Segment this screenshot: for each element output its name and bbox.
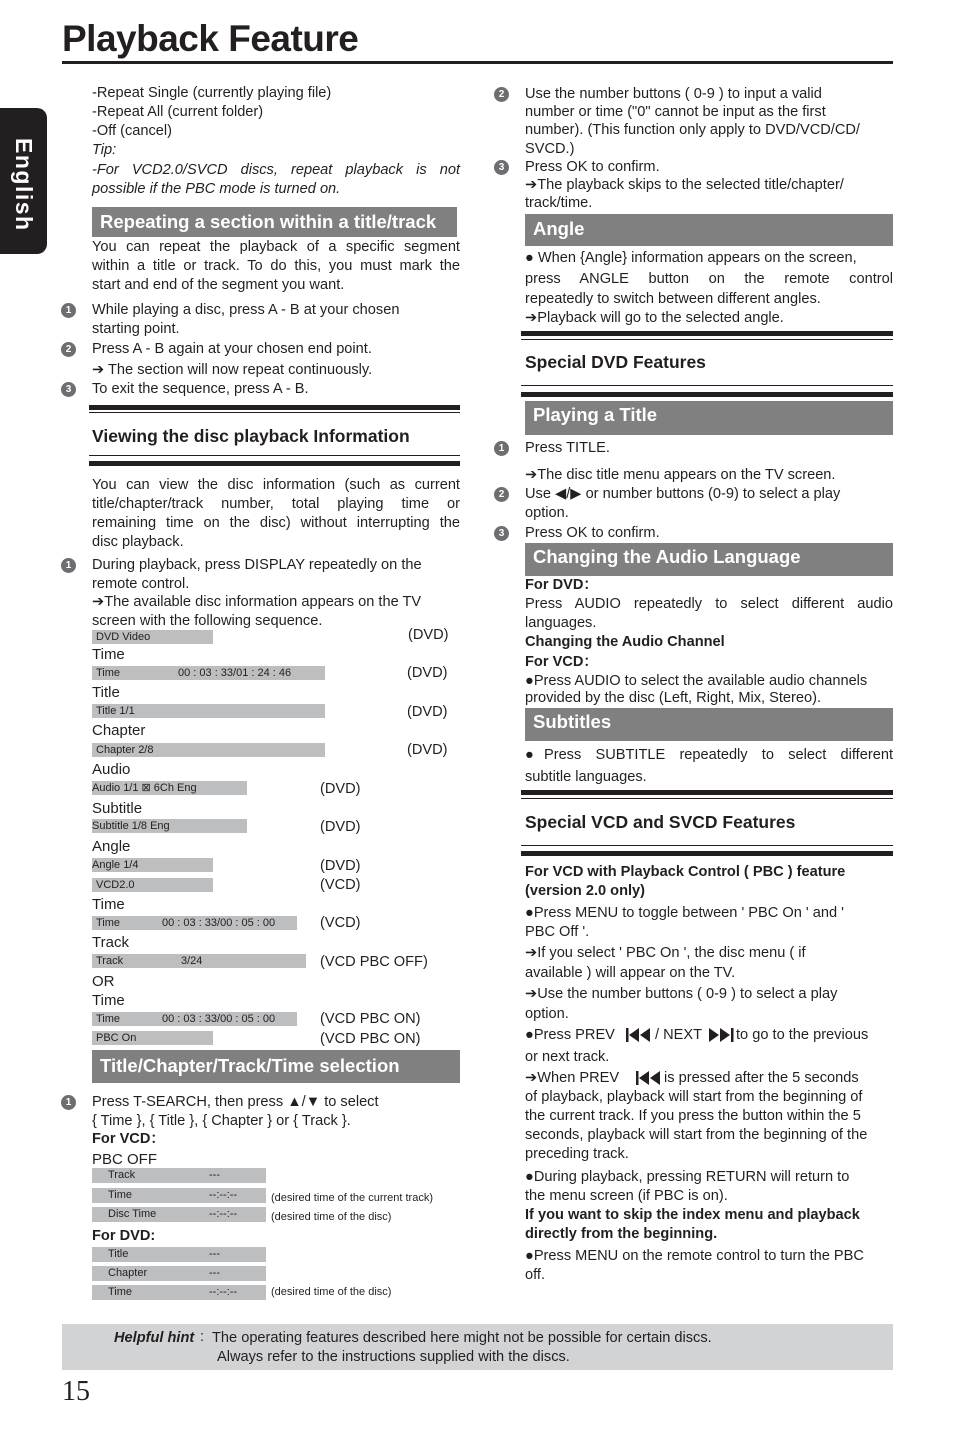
osd-bar: Time 00 : 03 : 33/00 : 05 : 00: [92, 916, 297, 930]
language-tab: [0, 108, 47, 254]
pbc-text: seconds, playback will start from the beginning of the: [525, 1127, 868, 1143]
pbc-text: of playback, playback will start from the beginning of: [525, 1089, 863, 1105]
step-text: While playing a disc, press A - B at your chosen: [92, 302, 400, 318]
search-row: Chapter ---: [92, 1266, 266, 1281]
repeat-option: -Repeat All (current folder): [92, 104, 264, 120]
step-text: remote control.: [92, 576, 190, 592]
step-number: 1: [61, 558, 76, 573]
step-number: 3: [494, 160, 509, 175]
osd-disc-label: (DVD): [320, 858, 361, 874]
pbc-text: option.: [525, 1006, 569, 1022]
pbc-text: ●Press MENU to toggle between ' PBC On ' and ': [525, 905, 844, 921]
step-text: number or time ("0" cannot be input as the first: [525, 104, 826, 120]
pbc-text: ➔Use the number buttons ( 0-9 ) to select a play: [525, 986, 838, 1002]
osd-disc-label: (VCD PBC ON): [320, 1031, 421, 1047]
section-heading-info: Viewing the disc playback Information: [92, 426, 410, 446]
prev-icon: [626, 1027, 652, 1043]
step-text: Use ◀/▶ or number buttons (0-9) to select a play: [525, 486, 841, 502]
angle-text: ➔Playback will go to the selected angle.: [525, 310, 784, 326]
section-rule: [521, 845, 893, 846]
step-text: ➔The playback skips to the selected title/chapter/: [525, 177, 844, 193]
info-intro: You can view the disc information (such as current: [92, 477, 460, 493]
step-text: starting point.: [92, 321, 180, 337]
step-number: 1: [61, 1095, 76, 1110]
osd-bar: Time 00 : 03 : 33/00 : 05 : 00: [92, 1012, 297, 1026]
subtitles-text: subtitle languages.: [525, 769, 647, 785]
pbc-text: ●During playback, pressing RETURN will return to: [525, 1169, 850, 1185]
section-rule: [89, 461, 460, 466]
step-text: ➔ The section will now repeat continuously.: [92, 362, 373, 378]
skip-heading: If you want to skip the index menu and playback: [525, 1207, 860, 1223]
step-text: Press OK to confirm.: [525, 525, 660, 541]
section-rule: [521, 790, 893, 795]
angle-text: ● When {Angle} information appears on the screen,: [525, 250, 857, 266]
osd-bar: PBC On: [92, 1031, 213, 1045]
step-text: ➔The available disc information appears on the TV: [92, 594, 422, 610]
pbc-off-label: PBC OFF: [92, 1151, 158, 1168]
pbc-text: ●Press MENU on the remote control to turn the PBC: [525, 1248, 864, 1264]
audio-channel-heading: Changing the Audio Channel: [525, 634, 725, 650]
for-dvd-label: For DVD:: [92, 1228, 156, 1244]
step-text: To exit the sequence, press A - B.: [92, 381, 309, 397]
info-intro: remaining time on the disc) without interrupting the: [92, 515, 460, 531]
step-text: Press TITLE.: [525, 440, 610, 456]
audio-text: provided by the disc (Left, Right, Mix, Stereo).: [525, 690, 822, 706]
osd-disc-label: (VCD PBC OFF): [320, 954, 428, 970]
osd-disc-label: (VCD): [320, 877, 361, 893]
section-heading-audio: Changing the Audio Language: [525, 543, 893, 576]
search-row: Time --:--:--: [92, 1285, 266, 1300]
step-text: Press A - B again at your chosen end point.: [92, 341, 372, 357]
osd-disc-label: (VCD PBC ON): [320, 1011, 421, 1027]
section-rule: [521, 392, 893, 397]
section-heading-playing-title: Playing a Title: [525, 401, 893, 435]
section-heading-special-dvd: Special DVD Features: [525, 352, 706, 372]
angle-text: press ANGLE button on the remote control: [525, 271, 893, 287]
osd-bar: VCD2.0: [92, 878, 213, 892]
search-row: Track ---: [92, 1168, 266, 1183]
osd-disc-label: (DVD): [320, 781, 361, 797]
osd-bar: Time 00 : 03 : 33/01 : 24 : 46: [92, 666, 325, 680]
section-heading-repeat: Repeating a section within a title/track: [92, 207, 457, 237]
step-number: 2: [61, 342, 76, 357]
step-text: track/time.: [525, 195, 593, 211]
for-vcd-label: For VCD：: [92, 1131, 165, 1147]
prev-icon: [636, 1070, 662, 1086]
section-rule: [521, 851, 893, 856]
step-number: 2: [494, 87, 509, 102]
osd-bar: Audio 1/1 ⊠ 6Ch Eng: [92, 781, 247, 795]
section-rule: [521, 331, 893, 336]
step-text: SVCD.): [525, 141, 575, 157]
repeat-option: -Repeat Single (currently playing file): [92, 85, 332, 101]
osd-bar: DVD Video: [92, 630, 213, 644]
section-rule: [521, 385, 893, 386]
next-icon: [709, 1027, 735, 1043]
osd-caption: Time: [92, 992, 125, 1009]
for-dvd-label: For DVD：: [525, 577, 598, 593]
pbc-text: ●Press PREV: [525, 1027, 615, 1043]
step-number: 2: [494, 487, 509, 502]
section-rule: [521, 798, 893, 799]
pbc-text: the current track. If you press the button within the 5: [525, 1108, 861, 1124]
step-text: screen with the following sequence.: [92, 613, 323, 629]
section-heading-angle: Angle: [525, 214, 893, 246]
repeat-intro: start and end of the segment you want.: [92, 277, 345, 293]
osd-caption: Time: [92, 646, 125, 663]
pbc-text: the menu screen (if PBC is on).: [525, 1188, 728, 1204]
osd-bar: Subtitle 1/8 Eng: [92, 819, 247, 833]
osd-caption: Track: [92, 934, 129, 951]
search-note: (desired time of the disc): [271, 1286, 392, 1298]
audio-text: ●Press AUDIO to select the available audio channels: [525, 673, 868, 689]
osd-bar: Angle 1/4: [92, 858, 213, 872]
step-number: 1: [494, 441, 509, 456]
osd-caption: Subtitle: [92, 800, 143, 817]
section-rule: [89, 455, 460, 456]
info-intro: disc playback.: [92, 534, 184, 550]
tip-text: -For VCD2.0/SVCD discs, repeat playback is not: [92, 162, 460, 178]
section-heading-special-vcd: Special VCD and SVCD Features: [525, 812, 796, 832]
skip-heading: directly from the beginning.: [525, 1226, 718, 1242]
page-number: 15: [62, 1376, 90, 1407]
tip-text: possible if the PBC mode is turned on.: [92, 181, 341, 197]
osd-caption: Chapter: [92, 722, 146, 739]
subtitles-text: ●Press SUBTITLE repeatedly to select different: [525, 747, 893, 763]
pbc-text: or next track.: [525, 1049, 610, 1065]
audio-text: languages.: [525, 615, 597, 631]
info-intro: title/chapter/track number, total playing time or: [92, 496, 460, 512]
pbc-text: available ) will appear on the TV.: [525, 965, 736, 981]
osd-caption: OR: [92, 973, 115, 990]
step-text: Use the number buttons ( 0-9 ) to input a valid: [525, 86, 822, 102]
step-number: 3: [61, 382, 76, 397]
osd-disc-label: (DVD): [408, 627, 449, 643]
section-rule: [89, 412, 460, 413]
title-rule: [62, 61, 893, 64]
pbc-text: / NEXT: [655, 1027, 703, 1043]
osd-caption: Audio: [92, 761, 131, 778]
repeat-intro: within a title or track. To do this, you must mark the: [92, 258, 460, 274]
osd-disc-label: (DVD): [320, 819, 361, 835]
osd-disc-label: (DVD): [407, 704, 448, 720]
osd-bar: Title 1/1: [92, 704, 325, 718]
osd-disc-label: (DVD): [407, 742, 448, 758]
osd-disc-label: (VCD): [320, 915, 361, 931]
step-text: During playback, press DISPLAY repeatedly on the: [92, 557, 422, 573]
search-note: (desired time of the current track): [271, 1192, 434, 1204]
osd-bar: Chapter 2/8: [92, 743, 325, 757]
helpful-hint-box: [62, 1324, 893, 1370]
hint-label: Helpful hint: [114, 1330, 195, 1346]
section-rule: [89, 405, 460, 410]
angle-text: repeatedly to switch between different angles.: [525, 291, 821, 307]
search-note: (desired time of the disc): [271, 1211, 392, 1223]
step-text: option.: [525, 505, 569, 521]
pbc-text: is pressed after the 5 seconds: [664, 1070, 859, 1086]
step-number: 1: [61, 303, 76, 318]
step-text: { Time }, { Title }, { Chapter } or { Track }.: [92, 1113, 351, 1129]
osd-caption: Angle: [92, 838, 131, 855]
pbc-text: to go to the previous: [736, 1027, 869, 1043]
section-heading-selection: Title/Chapter/Track/Time selection: [92, 1050, 460, 1083]
search-row: Title ---: [92, 1247, 266, 1262]
tip-label: Tip:: [92, 142, 117, 158]
repeat-option: -Off (cancel): [92, 123, 173, 139]
section-rule: [521, 339, 893, 340]
search-row: Time --:--:--: [92, 1188, 266, 1203]
language-tab-label: English: [11, 138, 37, 232]
hint-text: The operating features described here might not be possible for certain discs.: [212, 1330, 712, 1346]
step-text: Press T-SEARCH, then press ▲/▼ to select: [92, 1094, 379, 1110]
pbc-subheading: For VCD with Playback Control ( PBC ) feature: [525, 864, 846, 880]
for-vcd-label: For VCD：: [525, 654, 598, 670]
osd-caption: Title: [92, 684, 120, 701]
repeat-intro: You can repeat the playback of a specific segment: [92, 239, 460, 255]
step-text: number). (This function only apply to DVD/VCD/CD/: [525, 122, 860, 138]
hint-text: Always refer to the instructions supplied with the discs.: [217, 1349, 570, 1365]
hint-separator: :: [200, 1329, 205, 1345]
pbc-text: ➔If you select ' PBC On ', the disc menu ( if: [525, 945, 806, 961]
osd-bar: Track 3/24: [92, 954, 306, 968]
audio-text: Press AUDIO repeatedly to select different audio: [525, 596, 893, 612]
pbc-text: preceding track.: [525, 1146, 629, 1162]
section-heading-subtitles: Subtitles: [525, 708, 893, 741]
pbc-subheading: (version 2.0 only): [525, 883, 646, 899]
step-text: Press OK to confirm.: [525, 159, 660, 175]
pbc-text: ➔When PREV: [525, 1070, 620, 1086]
osd-caption: Time: [92, 896, 125, 913]
pbc-text: PBC Off '.: [525, 924, 590, 940]
osd-disc-label: (DVD): [407, 665, 448, 681]
search-row: Disc Time --:--:--: [92, 1207, 266, 1222]
step-number: 3: [494, 526, 509, 541]
pbc-text: off.: [525, 1267, 546, 1283]
step-text: ➔The disc title menu appears on the TV screen.: [525, 467, 836, 483]
page-title: Playback Feature: [62, 18, 359, 59]
